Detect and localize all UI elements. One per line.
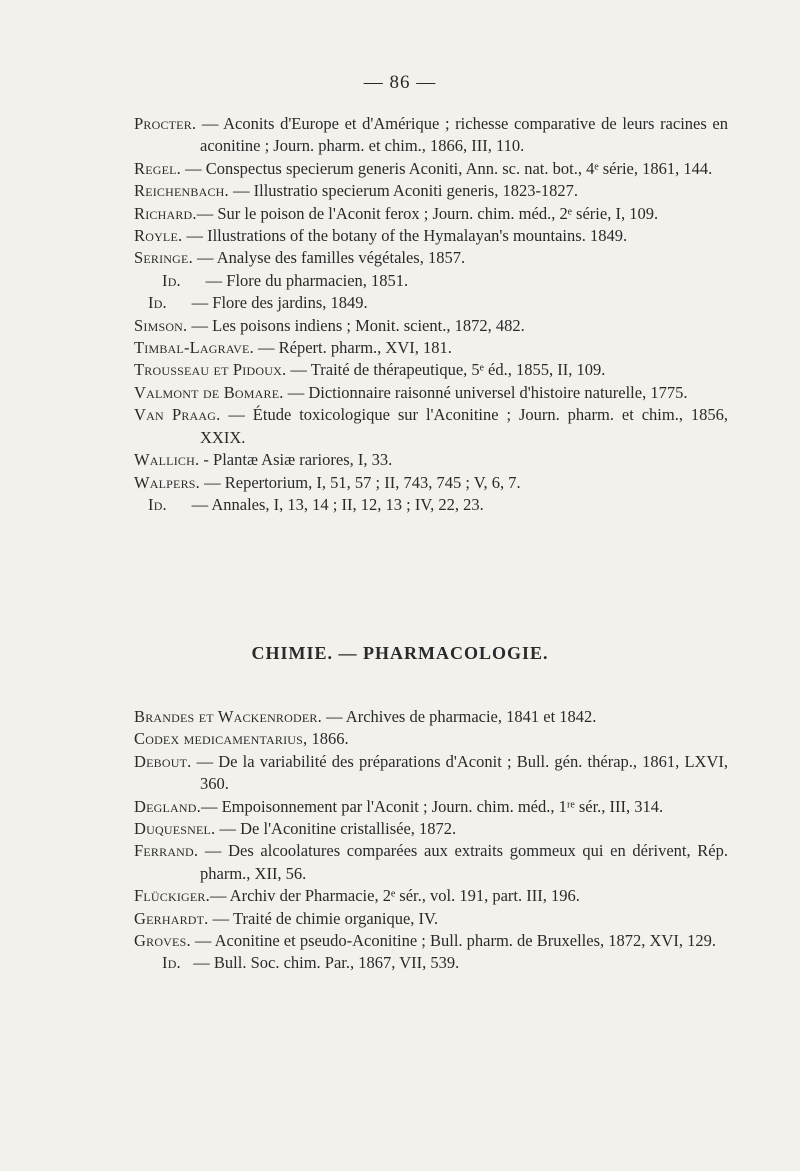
entry-author: Valmont de Bomare.	[134, 382, 284, 402]
entry-text: — De la variabilité des préparations d'Aconit ; Bull. gén. thérap., 1861, LXVI, 360.	[191, 751, 728, 794]
entry-text: — Illustrations of the botany of the Hymalayan's mountains. 1849.	[182, 226, 628, 246]
entry-text: — Archiv der Pharmacie, 2ᵉ sér., vol. 191, part. III, 196.	[209, 886, 580, 906]
bibliography-entry	[134, 270, 728, 292]
entry-author: Gerhardt.	[134, 908, 209, 928]
botany-bibliography	[134, 113, 728, 516]
bibliography-entry	[134, 494, 728, 516]
entry-author: Simson.	[134, 315, 188, 335]
entry-text: — Sur le poison de l'Aconit ferox ; Journ. chim. méd., 2ᵉ série, I, 109.	[196, 203, 659, 223]
entry-author: Groves.	[134, 931, 191, 951]
bibliography-entry	[134, 404, 728, 449]
entry-author: Debout.	[134, 751, 192, 771]
section-heading: CHIMIE. — PHARMACOLOGIE.	[251, 643, 549, 663]
bibliography-entry	[134, 472, 728, 494]
entry-author: Seringe.	[134, 248, 193, 268]
bibliography-entry	[134, 706, 728, 728]
bibliography-entry	[134, 315, 728, 337]
entry-author: Id.	[148, 293, 167, 313]
bibliography-entry	[134, 796, 728, 818]
entry-author: Ferrand.	[134, 841, 199, 861]
bibliography-entry	[134, 930, 728, 952]
bibliography-entry	[134, 908, 728, 930]
entry-author: Regel.	[134, 158, 181, 178]
bibliography-entry	[134, 449, 728, 471]
entry-text: — Repertorium, I, 51, 57 ; II, 743, 745 ; V, 6, 7.	[199, 472, 521, 492]
entry-author: Wallich.	[134, 450, 200, 470]
entry-text: — Archives de pharmacie, 1841 et 1842.	[321, 707, 597, 726]
bibliography-entry	[134, 382, 728, 404]
bibliography-entry	[134, 158, 728, 180]
chemistry-bibliography	[134, 706, 728, 975]
bibliography-entry	[134, 359, 728, 381]
entry-text: — Bull. Soc. chim. Par., 1867, VII, 539.	[180, 953, 460, 973]
bibliography-entry	[134, 840, 728, 885]
entry-text: — Dictionnaire raisonné universel d'histoire naturelle, 1775.	[283, 382, 688, 402]
bibliography-entry	[134, 337, 728, 359]
entry-text: 1866.	[307, 729, 349, 749]
entry-author: Brandes et Wackenroder.	[134, 707, 322, 726]
entry-text: — Empoisonnement par l'Aconit ; Journ. chim. méd., 1ʳᵉ sér., III, 314.	[200, 796, 664, 816]
entry-author: Richard.	[134, 203, 197, 223]
entry-text: — Aconits d'Europe et d'Amérique ; richesse comparative de leurs racines en aconitine ; Journ. pharm. et chim., 1866, III, 110.	[196, 114, 728, 156]
entry-author: Reichenbach.	[134, 181, 229, 201]
entry-text: — Aconitine et pseudo-Aconitine ; Bull. pharm. de Bruxelles, 1872, XVI, 129.	[190, 931, 716, 951]
entry-author: Degland.	[134, 796, 201, 816]
entry-text: — Traité de chimie organique, IV.	[208, 908, 438, 928]
entry-text: — Flore du pharmacien, 1851.	[180, 270, 409, 290]
entry-text: — Répert. pharm., XVI, 181.	[253, 338, 452, 358]
entry-author: Van Praag.	[134, 405, 221, 425]
entry-author: Flückiger.	[134, 886, 210, 906]
bibliography-entry	[134, 885, 728, 907]
bibliography-entry	[134, 952, 728, 974]
entry-text: — Illustratio specierum Aconiti generis, 1823-1827.	[228, 181, 579, 201]
entry-author: Codex medicamentarius,	[134, 729, 308, 749]
entry-text: - Plantæ Asiæ rariores, I, 33.	[199, 450, 393, 470]
entry-author: Trousseau et Pidoux.	[134, 360, 287, 380]
entry-text: — De l'Aconitine cristallisée, 1872.	[215, 819, 457, 839]
entry-text: — Flore des jardins, 1849.	[166, 293, 368, 313]
bibliography-entry	[134, 225, 728, 247]
entry-text: — Conspectus specierum generis Aconiti, Ann. sc. nat. bot., 4ᵉ série, 1861, 144.	[181, 158, 713, 178]
bibliography-entry	[134, 292, 728, 314]
page-number: — 86 —	[363, 72, 437, 93]
bibliography-entry	[134, 203, 728, 225]
entry-text: — Étude toxicologique sur l'Aconitine ; Journ. pharm. et chim., 1856, XXIX.	[200, 405, 728, 447]
entry-author: Duquesnel.	[134, 819, 216, 839]
bibliography-entry	[134, 728, 728, 750]
entry-author: Timbal-Lagrave.	[134, 338, 254, 358]
entry-text: — Des alcoolatures comparées aux extraits gommeux qui en dérivent, Rép. pharm., XII, 56.	[198, 841, 728, 883]
entry-text: — Traité de thérapeutique, 5ᵉ éd., 1855, II, 109.	[286, 360, 606, 380]
entry-text: — Les poisons indiens ; Monit. scient., 1872, 482.	[187, 315, 525, 335]
bibliography-entry	[134, 818, 728, 840]
entry-text: — Annales, I, 13, 14 ; II, 12, 13 ; IV, 22, 23.	[166, 494, 484, 514]
entry-author: Id.	[162, 270, 181, 290]
entry-author: Walpers.	[134, 472, 200, 492]
entry-text: — Analyse des familles végétales, 1857.	[192, 248, 466, 268]
bibliography-entry	[134, 247, 728, 269]
entry-author: Royle.	[134, 226, 183, 246]
bibliography-entry	[134, 113, 728, 158]
bibliography-entry	[134, 751, 728, 796]
bibliography-entry	[134, 180, 728, 202]
entry-author: Id.	[162, 953, 181, 973]
entry-author: Procter.	[134, 114, 197, 133]
entry-author: Id.	[148, 494, 167, 514]
